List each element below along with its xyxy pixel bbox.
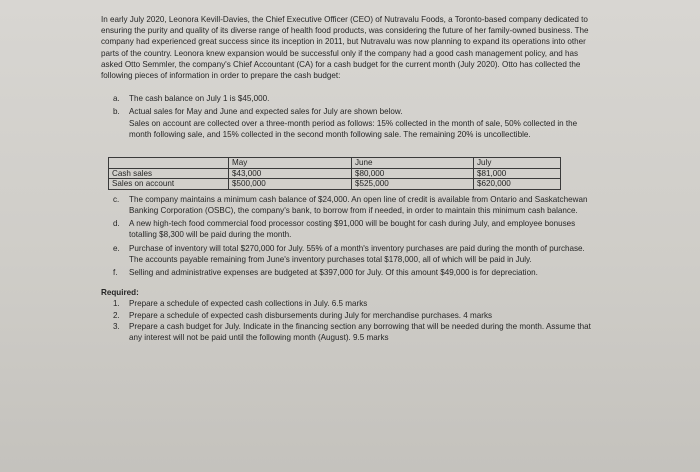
list-item-text: The company maintains a minimum cash balance of $24,000. An open line of credit is available from Ontario and Saskatchewan Banking Corporation (OSBC), the company's bank, to borrow from if needed, in order to maintain this minimum cash balance.: [129, 194, 588, 216]
required-item-1: [101, 298, 596, 309]
table-cell: Cash sales: [109, 168, 229, 179]
list-marker: c.: [113, 194, 120, 204]
list-item-d: [101, 218, 596, 240]
list-item-text: The cash balance on July 1 is $45,000.: [129, 94, 270, 104]
required-item-text: Prepare a schedule of expected cash disbursements during July for merchandise purchases. 4 marks: [129, 310, 493, 320]
table-header-cell: [109, 158, 229, 169]
list-marker: b.: [113, 107, 120, 117]
intro-paragraph: In early July 2020, Leonora Kevill-Davies, the Chief Executive Officer (CEO) of Nutravalu Foods, a Toronto-based company dedicated to ensuring the purity and quality of its diverse range of health food products, was considering the future of her family-owned business. The company had experienced great success since its inception in 2011, but Nutravalu was now planning to expand its operations into other parts of the country. Leonora knew expansion would be successful only if the company had a good cash management policy, and has asked Otto Semmler, the company's Chief Accountant (CA) for a cash budget for the current month (July 2020). Otto has collected the following pieces of information in order to prepare the cash budget:: [101, 15, 589, 81]
info-list-cf: [101, 194, 596, 278]
table-row: [109, 179, 561, 190]
table-header-cell: July: [474, 158, 561, 169]
table-cell: $43,000: [229, 168, 352, 179]
list-item-e: [101, 243, 596, 265]
list-item-text: A new high-tech food commercial food processor costing $91,000 will be bought for cash during July, and employee bonuses totalling $8,300 will be paid during the month.: [129, 219, 576, 240]
collection-terms-text: Sales on account are collected over a three-month period as follows: 15% collected in the month of sale, 50% collected in the month following sale, and 15% collected in the second month following sale. The remaining 20% is uncollectible.: [129, 118, 578, 139]
table-cell: $81,000: [474, 168, 561, 179]
table-row: [109, 168, 561, 179]
table-cell: Sales on account: [109, 179, 229, 190]
sales-table: [108, 157, 561, 190]
table-cell: $525,000: [352, 179, 474, 190]
required-item-text: Prepare a cash budget for July. Indicate in the financing section any borrowing that will be needed during the month. Assume that any interest will not be paid until the following month (August). 9.5 marks: [129, 321, 591, 343]
required-item-text: Prepare a schedule of expected cash collections in July. 6.5 marks: [129, 299, 368, 309]
list-item-a: [101, 93, 596, 104]
list-marker: 1.: [113, 299, 120, 309]
table-header-cell: May: [229, 158, 352, 169]
list-item-b: [101, 106, 596, 140]
table-cell: $80,000: [352, 168, 474, 179]
table-cell: $620,000: [474, 179, 561, 190]
required-heading: Required:: [101, 288, 139, 298]
list-marker: f.: [113, 268, 118, 278]
list-item-c: [101, 194, 596, 216]
required-item-2: [101, 310, 596, 321]
list-marker: d.: [113, 219, 120, 229]
list-marker: 2.: [113, 310, 120, 320]
list-marker: e.: [113, 243, 120, 253]
list-item-text: Selling and administrative expenses are budgeted at $397,000 for July. Of this amount $49,000 is for depreciation.: [129, 268, 538, 278]
table-header-cell: June: [352, 158, 474, 169]
required-list: [101, 298, 596, 343]
info-list-ab: [101, 93, 596, 140]
list-marker: a.: [113, 94, 120, 104]
list-marker: 3.: [113, 321, 120, 331]
required-item-3: [101, 321, 596, 343]
list-item-f: [101, 267, 596, 278]
list-item-text: Purchase of inventory will total $270,000 for July. 55% of a month's inventory purchases are paid during the month of purchase. The accounts payable remaining from June's inventory purchases total $178,000, all of which will be paid in July.: [129, 243, 585, 264]
table-cell: $500,000: [229, 179, 352, 190]
list-item-text: Actual sales for May and June and expected sales for July are shown below.: [129, 107, 403, 117]
table-header-row: [109, 158, 561, 169]
required-section: [101, 287, 596, 343]
